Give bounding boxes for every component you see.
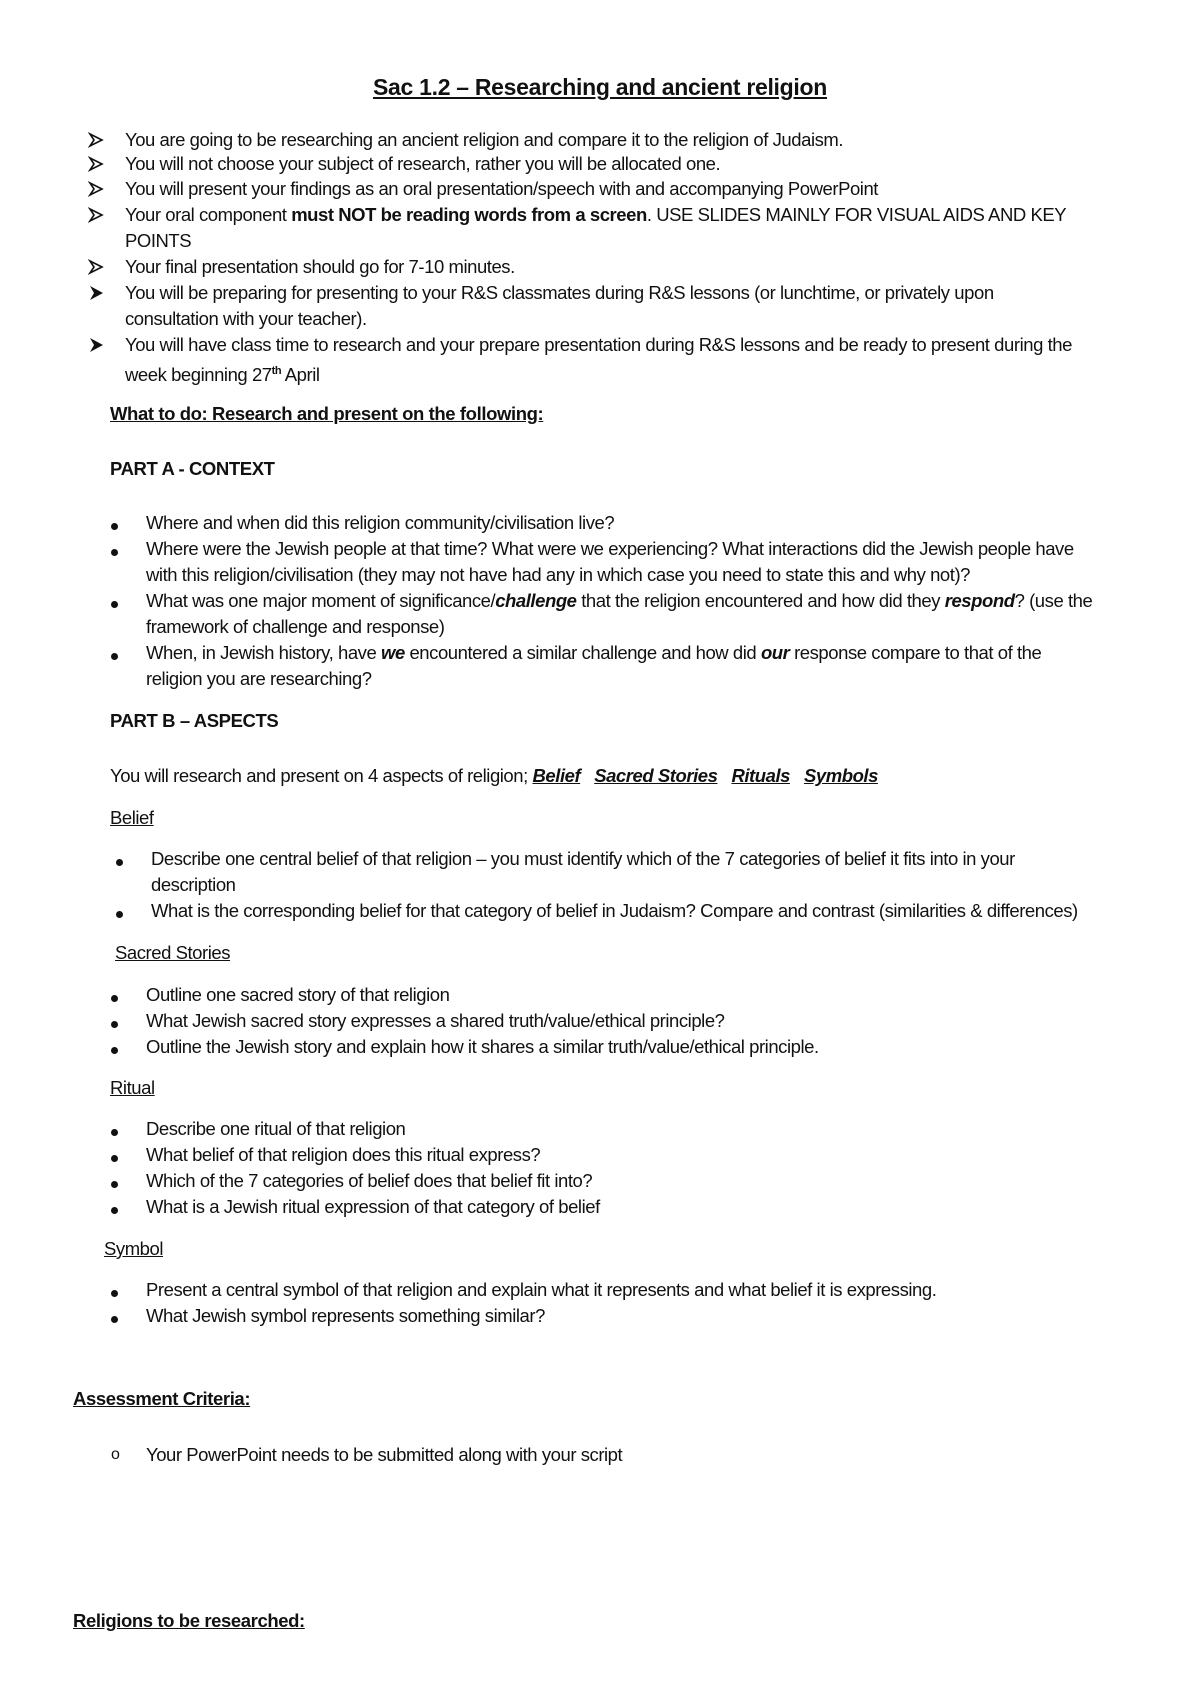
aspect-symbols: Symbols	[803, 765, 878, 786]
assessment-item: Your PowerPoint needs to be submitted along with your script	[146, 1444, 623, 1465]
bullet-dot-icon	[116, 859, 123, 866]
bullet-dot-icon	[111, 1316, 118, 1323]
belief-heading: Belief	[110, 807, 154, 828]
part-b-intro: You will research and present on 4 aspects of religion; Belief Sacred Stories Rituals Symbols	[110, 765, 878, 786]
part-a-item-continued: religion you are researching?	[146, 668, 372, 689]
bullet-dot-icon	[111, 601, 118, 608]
bullet-dot-icon	[111, 653, 118, 660]
intro-item: You are going to be researching an ancient religion and compare it to the religion of Judaism.	[125, 129, 844, 150]
part-a-item: When, in Jewish history, have we encountered a similar challenge and how did our response compare to that of the	[146, 642, 1042, 663]
bullet-dot-icon	[111, 1155, 118, 1162]
ritual-item: Which of the 7 categories of belief does that belief fit into?	[146, 1170, 593, 1191]
ritual-item: Describe one ritual of that religion	[146, 1118, 406, 1139]
bullet-dot-icon	[111, 1290, 118, 1297]
symbol-heading: Symbol	[104, 1238, 163, 1259]
religions-heading: Religions to be researched:	[73, 1610, 305, 1631]
intro-item: You will have class time to research and your prepare presentation during R&S lessons and be ready to present during the	[125, 334, 1072, 355]
arrow-bullet-icon	[88, 254, 106, 280]
intro-item: Your final presentation should go for 7-10 minutes.	[125, 256, 515, 277]
belief-item: Describe one central belief of that religion – you must identify which of the 7 categories of belief it fits into in your	[151, 848, 1015, 869]
aspect-rituals: Rituals	[731, 765, 790, 786]
arrow-bullet-icon	[88, 280, 106, 306]
ritual-item: What is a Jewish ritual expression of that category of belief	[146, 1196, 600, 1217]
bullet-dot-icon	[111, 995, 118, 1002]
aspect-belief: Belief	[532, 765, 581, 786]
symbol-item: What Jewish symbol represents something similar?	[146, 1305, 545, 1326]
arrow-bullet-icon	[88, 151, 106, 177]
intro-item: Your oral component must NOT be reading words from a screen. USE SLIDES MAINLY FOR VISUAL AIDS AND KEY	[125, 204, 1067, 225]
aspect-sacred-stories: Sacred Stories	[594, 765, 718, 786]
bullet-dot-icon	[111, 523, 118, 530]
bullet-dot-icon	[111, 1181, 118, 1188]
what-to-do-heading: What to do: Research and present on the following:	[110, 403, 544, 424]
intro-item-continued: POINTS	[125, 230, 192, 251]
part-b-heading: PART B – ASPECTS	[110, 710, 279, 731]
bullet-dot-icon	[111, 1207, 118, 1214]
part-a-item: Where were the Jewish people at that time? What were we experiencing? What interactions did the Jewish people have	[146, 538, 1074, 559]
belief-item: What is the corresponding belief for that category of belief in Judaism? Compare and contrast (similarities & differences)	[151, 900, 1078, 921]
intro-item: You will present your findings as an oral presentation/speech with and accompanying PowerPoint	[125, 178, 878, 199]
part-a-item-continued: framework of challenge and response)	[146, 616, 445, 637]
arrow-bullet-icon	[88, 127, 106, 153]
part-a-item: Where and when did this religion community/civilisation live?	[146, 512, 615, 533]
bullet-dot-icon	[116, 911, 123, 918]
sacred-stories-item: What Jewish sacred story expresses a shared truth/value/ethical principle?	[146, 1010, 725, 1031]
bullet-dot-icon	[111, 1129, 118, 1136]
intro-item: You will be preparing for presenting to your R&S classmates during R&S lessons (or lunchtime, or privately upon	[125, 282, 994, 303]
ritual-item: What belief of that religion does this ritual express?	[146, 1144, 541, 1165]
part-a-item: What was one major moment of significance/challenge that the religion encountered and how did they respond? (use the	[146, 590, 1093, 611]
bullet-dot-icon	[111, 549, 118, 556]
intro-item: You will not choose your subject of research, rather you will be allocated one.	[125, 153, 721, 174]
page-title: Sac 1.2 – Researching and ancient religion	[373, 74, 827, 100]
assessment-heading: Assessment Criteria:	[73, 1388, 251, 1409]
belief-item-continued: description	[151, 874, 236, 895]
sacred-stories-item: Outline one sacred story of that religion	[146, 984, 450, 1005]
bullet-dot-icon	[111, 1047, 118, 1054]
sacred-stories-item: Outline the Jewish story and explain how it shares a similar truth/value/ethical principle.	[146, 1036, 819, 1057]
intro-item-continued: consultation with your teacher).	[125, 308, 367, 329]
circle-bullet-icon: o	[111, 1446, 120, 1463]
bullet-dot-icon	[111, 1021, 118, 1028]
ritual-heading: Ritual	[110, 1077, 155, 1098]
arrow-bullet-icon	[88, 332, 106, 358]
sacred-stories-heading: Sacred Stories	[115, 942, 231, 963]
arrow-bullet-icon	[88, 202, 106, 228]
intro-item-continued: week beginning 27th April	[125, 364, 320, 386]
symbol-item: Present a central symbol of that religion and explain what it represents and what belief it is expressing.	[146, 1279, 937, 1300]
arrow-bullet-icon	[88, 176, 106, 202]
part-a-item-continued: with this religion/civilisation (they may not have had any in which case you need to state this and why not)?	[146, 564, 971, 585]
part-a-heading: PART A - CONTEXT	[110, 458, 275, 479]
